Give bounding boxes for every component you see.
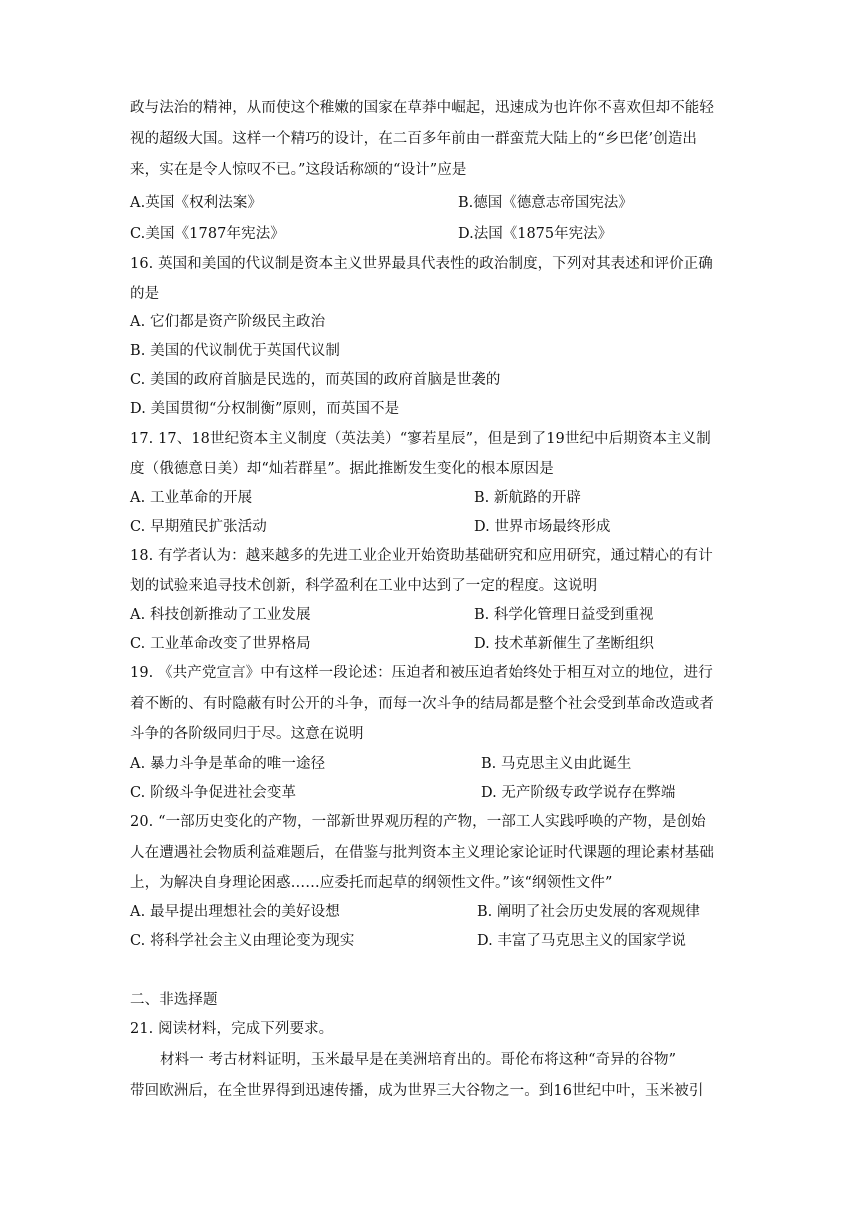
q21-text-line-1: 21. 阅读材料，完成下列要求。: [130, 1021, 334, 1037]
q16-option-b: B. 美国的代议制优于英国代议制: [130, 343, 340, 359]
q15-option-a: A.英国《权利法案》: [130, 195, 263, 211]
q15-text-line-3: 来，实在是令人惊叹不已。”这段话称颂的“设计”应是: [130, 162, 467, 178]
q15-text-line-2: 视的超级大国。这样一个精巧的设计，在二百多年前由一群蛮荒大陆上的“乡巴佬’创造出: [130, 131, 698, 147]
q18-text-line-1: 18. 有学者认为：越来越多的先进工业企业开始资助基础研究和应用研究，通过精心的有计: [130, 548, 713, 564]
section-heading-non-choice: 二、非选择题: [130, 992, 218, 1008]
q15-option-b: B.德国《德意志帝国宪法》: [458, 195, 633, 211]
q15-option-d: D.法国《1875年宪法》: [458, 226, 613, 242]
q15-option-c: C.美国《1787年宪法》: [130, 226, 285, 242]
q18-option-d: D. 技术革新催生了垄断组织: [474, 636, 654, 652]
q16-option-a: A. 它们都是资产阶级民主政治: [130, 314, 326, 330]
q21-material1-line-1: 材料一 考古材料证明，玉米最早是在美洲培育出的。哥伦布将这种“奇异的谷物”: [160, 1052, 677, 1068]
q18-text-line-2: 划的试验来追寻技术创新，科学盈利在工业中达到了一定的程度。这说明: [130, 578, 598, 594]
q20-option-a: A. 最早提出理想社会的美好设想: [130, 904, 340, 920]
q16-text-line-2: 的是: [130, 286, 160, 302]
q20-option-c: C. 将科学社会主义由理论变为现实: [130, 933, 355, 949]
q19-option-c: C. 阶级斗争促进社会变革: [130, 785, 297, 801]
q17-option-b: B. 新航路的开辟: [474, 490, 581, 506]
q19-option-d: D. 无产阶级专政学说存在弊端: [481, 785, 676, 801]
q20-option-d: D. 丰富了马克思主义的国家学说: [477, 933, 686, 949]
q19-text-line-2: 着不断的、有时隐蔽有时公开的斗争，而每一次斗争的结局都是整个社会受到革命改造或者: [130, 696, 714, 712]
q17-option-c: C. 早期殖民扩张活动: [130, 519, 267, 535]
q17-text-line-1: 17. 17、18世纪资本主义制度（英法美）“寥若星辰”，但是到了19世纪中后期资本主义制: [130, 431, 711, 447]
q19-text-line-1: 19. 《共产党宣言》中有这样一段论述：压迫者和被压迫者始终处于相互对立的地位，进行: [130, 665, 713, 681]
q17-option-a: A. 工业革命的开展: [130, 490, 253, 506]
q16-option-c: C. 美国的政府首脑是民选的，而英国的政府首脑是世袭的: [130, 372, 501, 388]
q18-option-b: B. 科学化管理日益受到重视: [474, 607, 654, 623]
q20-text-line-1: 20. “一部历史变化的产物，一部新世界观历程的产物，一部工人实践呼唤的产物，是创始: [130, 814, 706, 830]
q17-text-line-2: 度（俄德意日美）却“灿若群星”。据此推断发生变化的根本原因是: [130, 461, 554, 477]
q19-text-line-3: 斗争的各阶级同归于尽。这意在说明: [130, 726, 364, 742]
q21-material1-line-2: 带回欧洲后，在全世界得到迅速传播，成为世界三大谷物之一。到16世纪中叶，玉米被引: [130, 1083, 704, 1099]
q19-option-a: A. 暴力斗争是革命的唯一途径: [130, 756, 326, 772]
q16-text-line-1: 16. 英国和美国的代议制是资本主义世界最具代表性的政治制度，下列对其表述和评价正确: [130, 256, 713, 272]
q15-text-line-1: 政与法治的精神，从而使这个稚嫩的国家在草莽中崛起，迅速成为也许你不喜欢但却不能轻: [130, 100, 714, 116]
q17-option-d: D. 世界市场最终形成: [474, 519, 611, 535]
q19-option-b: B. 马克思主义由此诞生: [481, 756, 632, 772]
q18-option-a: A. 科技创新推动了工业发展: [130, 607, 311, 623]
q16-option-d: D. 美国贯彻“分权制衡”原则，而英国不是: [130, 401, 400, 417]
q20-text-line-2: 人在遭遇社会物质利益难题后，在借鉴与批判资本主义理论家论证时代课题的理论素材基础: [130, 845, 714, 861]
q20-option-b: B. 阐明了社会历史发展的客观规律: [477, 904, 700, 920]
q20-text-line-3: 上，为解决自身理论困惑……应委托而起草的纲领性文件。”该“纲领性文件”: [130, 875, 613, 891]
q18-option-c: C. 工业革命改变了世界格局: [130, 636, 311, 652]
